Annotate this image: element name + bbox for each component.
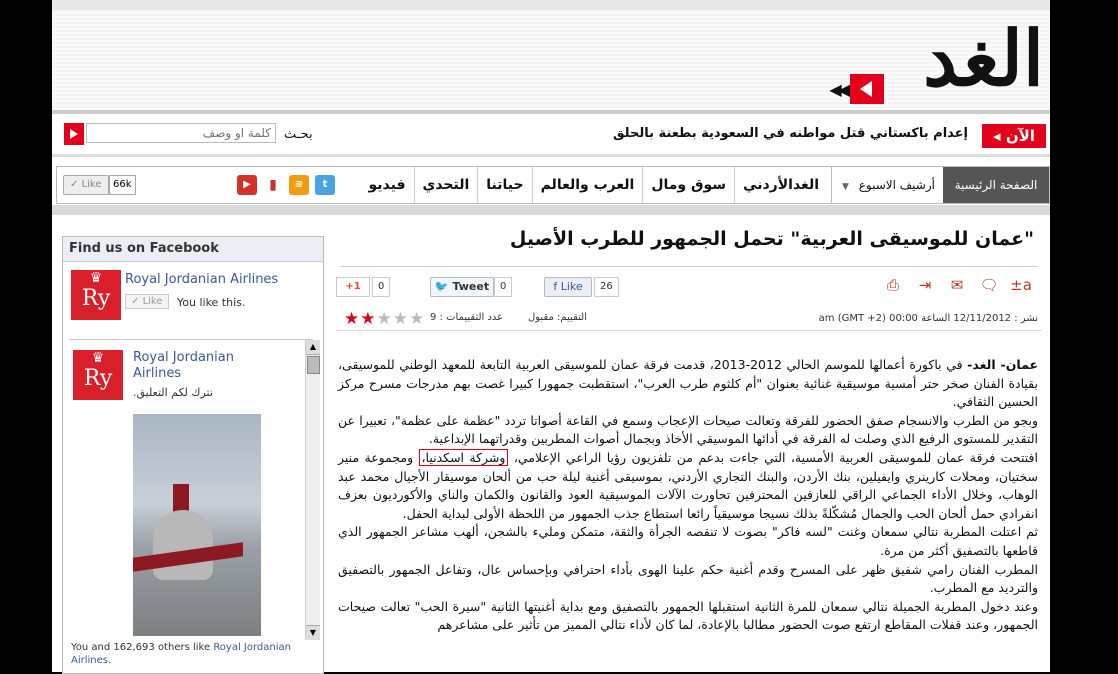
fb-article-like-button[interactable]: f Like	[544, 277, 592, 297]
nav-item-economy[interactable]: سوق ومال	[642, 167, 734, 203]
star-icon[interactable]: ★	[344, 309, 360, 329]
rating-label: التقييم: مقبول	[528, 312, 588, 323]
fb-post-text: نترك لكم التعليق.	[133, 386, 213, 399]
nav-archive-label: أرشيف الاسبوع	[858, 178, 935, 192]
facebook-widget	[62, 236, 324, 674]
share-icon[interactable]: ⇥	[918, 276, 932, 294]
fb-page-card	[69, 268, 317, 328]
fb-you-like-text: You like this.	[177, 296, 246, 309]
paragraph: ثم اعتلت المطربة نتالي سمعان وغنت "لسه فاكر" بصوت لا تنقصه الجرأة والثقة، متمكن ومليء بالشجن، ألهب مشاعر الجمهور الذي قاطعها بالتصفيق أكثر من مرة.	[338, 524, 1038, 558]
search-label: بحـث	[284, 127, 313, 142]
fb-scrollbar[interactable]	[305, 340, 320, 640]
article-lead: عمان- الغد-	[967, 357, 1039, 372]
paragraph	[338, 356, 1038, 412]
fb-page-name[interactable]: Royal Jordanian Airlines	[125, 272, 279, 287]
twitter-icon[interactable]: t	[315, 175, 335, 195]
nav-item-video[interactable]: فيديو	[368, 177, 406, 193]
nav-items	[360, 167, 827, 203]
logo-text: الغد	[923, 14, 1044, 103]
fb-like-count: 66k	[109, 175, 136, 195]
fb-post-author[interactable]: Royal Jordanian Airlines	[133, 350, 234, 381]
paragraph: وعند دخول المطربة الجميلة نتالي سمعان للمرة الثانية استقبلها الجمهور بالتصفيق ومع بداية أغنيتها الثانية "سيرة الحب" تعالت صيحات الجمهور، وعند قفلات المقاطع ارتفع صوت الحضور مطالبا بالإعادة، لما كان لأداء نتالي المميز من تأثير على مشاعرهم	[338, 598, 1038, 633]
youtube-icon[interactable]: ▶	[237, 175, 257, 195]
print-icon[interactable]: ⎙	[886, 276, 899, 294]
logo-play-icon	[850, 74, 884, 104]
paragraph-text: افتتحت فرقة عمان للموسيقى العربية الأمسية، التي جاءت بدعم من تلفزيون رؤيا الراعي الإعلامي،	[508, 449, 1038, 465]
fb-footer	[71, 641, 311, 667]
mobile-icon[interactable]: ▮	[263, 175, 283, 195]
fb-footer-link[interactable]: Royal Jordanian Airlines	[71, 642, 291, 666]
paragraph: وبجو من الطرب والانسجام صفق الحضور للفرقة وتعالت صيحات الإعجاب وسمع في القاعة أصواتا تردد "عظمة على عظمة"، تعبيرا عن التقدير للمستوى الرفيع الذي وصلت له الفرقة في أدائها الموسيقي الأخاذ وبجمال أصوات المطربين وقدراتهما الإبداعية.	[338, 412, 1038, 447]
logo-arrows-icon: ◀◀	[829, 80, 846, 99]
article-body	[338, 356, 1038, 635]
gplus-count: 0	[372, 277, 390, 297]
fb-article-like-count: 26	[594, 277, 619, 297]
nav-archive-dropdown[interactable]	[831, 167, 941, 203]
star-icon[interactable]: ★	[360, 309, 376, 329]
scroll-down-icon[interactable]: ▼	[306, 625, 320, 640]
rating-stars[interactable]	[344, 310, 424, 328]
paragraph: المطرب الفنان رامي شفيق ظهر على المسرح وقدم أغنية حكم علينا الهوى بأداء احترافي وبإحساس عال، وتفاعل الجمهور بالتصفيق والترديد مع المطرب.	[338, 561, 1038, 596]
fb-post-stream	[69, 339, 317, 640]
share-row	[336, 274, 1042, 300]
meta-row	[336, 308, 1042, 331]
breaking-news-link[interactable]: إعدام باكستاني قتل مواطنه في السعودية بطعنة بالحلق	[612, 126, 968, 141]
close-icon[interactable]: ✉	[950, 276, 964, 294]
breaking-news-bar	[52, 118, 1050, 157]
scroll-thumb[interactable]	[307, 356, 320, 374]
fb-footer-prefix: You and 162,693 others like	[71, 642, 211, 653]
nav-item-challenge[interactable]: التحدي	[414, 167, 478, 203]
font-size-icon[interactable]: a±	[1010, 276, 1032, 294]
tweet-count: 0	[494, 277, 512, 297]
chevron-down-icon: ▼	[841, 182, 849, 192]
tweet-button[interactable]: 🐦 Tweet	[430, 277, 494, 297]
royal-jordanian-post-logo-icon[interactable]: ♛ Ry	[73, 350, 123, 400]
social-icons	[237, 175, 335, 195]
article	[336, 220, 1042, 672]
paragraph-text: في باكورة أعمالها للموسم الحالي 2012-2013، قدمت فرقة عمان للموسيقى العربية التابعة للمعهد الوطني للموسيقى، بقيادة الفنان صخر حتر أمسية موسيقية غنائية بعنوان "أم كلثوم طرب العرب"، استقطبت جمهورا كبيرا غصت بهم مدرجات مسرح مركز الحسين الثقافي.	[338, 357, 1038, 410]
search-input[interactable]	[86, 123, 276, 143]
search-go-button[interactable]	[64, 123, 84, 145]
star-icon[interactable]: ★	[409, 309, 425, 329]
breaking-label: الآن ◂	[982, 124, 1046, 148]
star-icon[interactable]: ★	[392, 309, 408, 329]
gplus-button[interactable]: +1	[336, 277, 370, 297]
publish-date: نشر : 12/11/2012 الساعة 00:00 am (GMT +2)	[818, 313, 1038, 324]
ratings-count: عدد التقييمات : 9	[430, 312, 504, 323]
nav-home[interactable]: الصفحة الرئيسية	[943, 167, 1049, 203]
article-tools	[882, 274, 1032, 296]
highlighted-text: وشركة اسكدنيا،	[419, 449, 509, 466]
comment-icon[interactable]: 🗨	[979, 276, 999, 294]
airplane-photo[interactable]	[133, 414, 261, 636]
site-header	[52, 10, 1050, 114]
paragraph-text: ومجموعة منير سختيان، ومحلات كارينري وايفيلين، بنك الأردن، والبنك التجاري الأردني، بموسيقى أغنية ليلة حب من ألحان موسيقار الأجيال محمد عبد الوهاب، وخلال الأداء الجماعي الراقي للعازفين المحترفين تحاورت الآلات الموسيقية العود والقانون والكمان والناي والأكورديون بعزف انفرادي حمل ألحان الحب والجمال مُشكّلةً بذلك نسيجا موسيقياً رائعا استطاع جذب الجمهور من اللحظة الأولى لبداية الحفل.	[338, 449, 1038, 521]
rss-icon[interactable]: ≋	[289, 175, 309, 195]
fb-like-button[interactable]: ✓ Like	[63, 175, 109, 195]
scroll-up-icon[interactable]: ▲	[306, 340, 320, 355]
article-title: "عمان للموسيقى العربية" تحمل الجمهور للطرب الأصيل	[509, 228, 1034, 250]
royal-jordanian-logo-icon[interactable]: ♛ Ry	[71, 270, 121, 320]
star-icon[interactable]: ★	[376, 309, 392, 329]
divider-band	[52, 205, 1050, 215]
plane-body	[153, 510, 213, 580]
title-divider	[340, 266, 1038, 267]
paragraph	[338, 449, 1038, 523]
fb-footer-suffix: .	[108, 655, 112, 666]
nav-item-life[interactable]: حياتنا	[477, 167, 531, 203]
fb-widget-title: Find us on Facebook	[63, 237, 323, 262]
page	[52, 0, 1050, 672]
nav-item-world[interactable]: العرب والعالم	[532, 167, 643, 203]
fb-page-like-button[interactable]: ✓ Like	[125, 294, 169, 309]
main-nav	[56, 166, 1050, 204]
nav-item-jordan[interactable]: الغدالأردني	[734, 167, 827, 203]
